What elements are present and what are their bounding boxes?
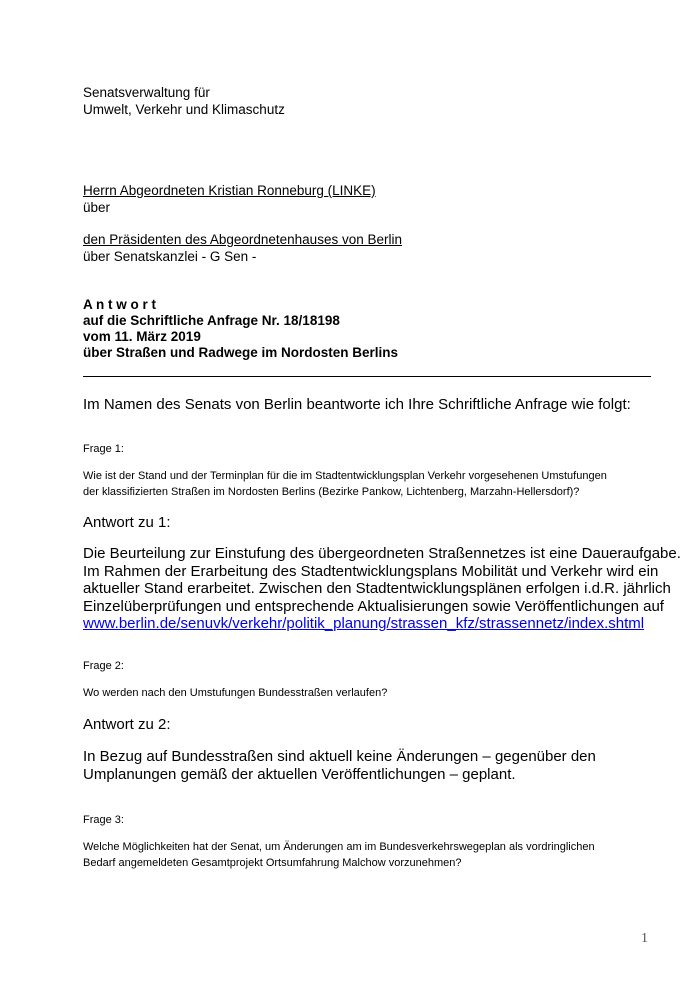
recipient-via-chancellery: über Senatskanzlei - G Sen - xyxy=(83,249,257,264)
answer-1-line-1: Die Beurteilung zur Einstufung des übergeordneten Straßennetzes ist eine Daueraufgabe. xyxy=(83,545,681,562)
question-1-text-line-1: Wie ist der Stand und der Terminplan für die im Stadtentwicklungsplan Verkehr vorgesehenen Umstufungen xyxy=(83,470,607,482)
question-1-label: Frage 1: xyxy=(83,443,124,455)
answer-1-line-4: Einzelüberprüfungen und entsprechende Aktualisierungen sowie Veröffentlichungen auf xyxy=(83,597,664,615)
recipient-president: den Präsidenten des Abgeordnetenhauses von Berlin xyxy=(83,232,402,247)
inquiry-subject: über Straßen und Radwege im Nordosten Berlins xyxy=(83,345,399,360)
answer-1-label: Antwort zu 1: xyxy=(83,514,171,531)
sender-line-1: Senatsverwaltung für xyxy=(83,85,210,100)
heading-divider xyxy=(83,376,651,377)
sender-line-2: Umwelt, Verkehr und Klimaschutz xyxy=(83,102,285,117)
question-3-text-line-1: Welche Möglichkeiten hat der Senat, um Änderungen am im Bundesverkehrswegeplan als vordringlichen xyxy=(83,841,595,853)
inquiry-date: vom 11. März 2019 xyxy=(83,329,201,344)
answer-1-line-2: Im Rahmen der Erarbeitung des Stadtentwicklungsplans Mobilität und Verkehr wird ein xyxy=(83,562,659,580)
answer-2-label: Antwort zu 2: xyxy=(83,716,171,733)
answer-2-line-1: In Bezug auf Bundesstraßen sind aktuell keine Änderungen – gegenüber den xyxy=(83,748,596,765)
recipient-name: Herrn Abgeordneten Kristian Ronneburg (LINKE) xyxy=(83,183,376,198)
answer-1-line-3: aktueller Stand erarbeitet. Zwischen den Stadtentwicklungsplänen erfolgen i.d.R. jährlich xyxy=(83,580,671,597)
question-2-text-line-1: Wo werden nach den Umstufungen Bundesstraßen verlaufen? xyxy=(83,687,388,699)
strassennetz-link[interactable]: www.berlin.de/senuvk/verkehr/politik_planung/strassen_kfz/strassennetz/index.shtml xyxy=(83,615,645,632)
recipient-via: über xyxy=(83,200,111,215)
page-number: 1 xyxy=(641,931,648,946)
intro-text: Im Namen des Senats von Berlin beantworte ich Ihre Schriftliche Anfrage wie folgt: xyxy=(83,396,631,413)
question-2-label: Frage 2: xyxy=(83,660,124,672)
question-3-label: Frage 3: xyxy=(83,814,124,826)
inquiry-number: auf die Schriftliche Anfrage Nr. 18/18198 xyxy=(83,313,340,328)
answer-title: A n t w o r t xyxy=(83,297,156,312)
question-1-text-line-2: der klassifizierten Straßen im Nordosten Berlins (Bezirke Pankow, Lichtenberg, Marzahn-Hellersdorf)? xyxy=(83,486,580,498)
answer-2-line-2: Umplanungen gemäß der aktuellen Veröffentlichungen – geplant. xyxy=(83,765,516,783)
question-3-text-line-2: Bedarf angemeldeten Gesamtprojekt Ortsumfahrung Malchow vorzunehmen? xyxy=(83,857,462,869)
